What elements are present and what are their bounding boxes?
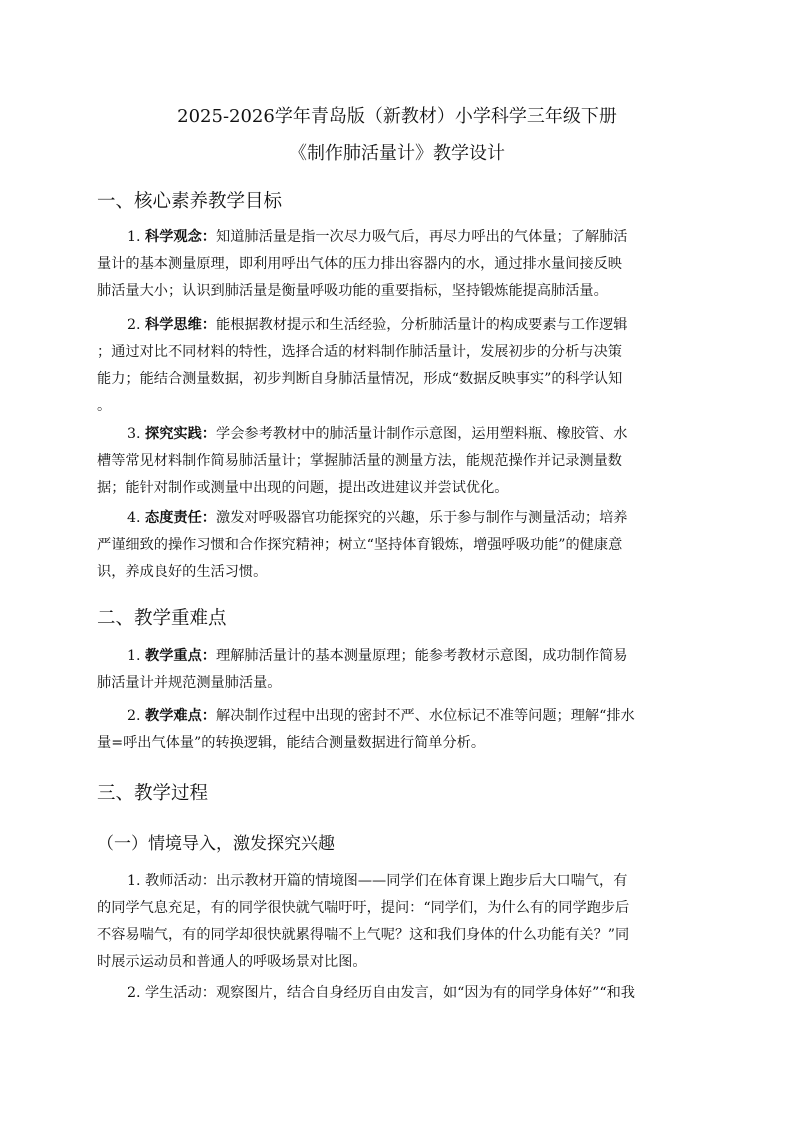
item-number: 2. [127, 708, 146, 724]
paragraph-line: 不容易喘气，有的同学却很快就累得喘不上气呢？这和我们身体的什么功能有关？”同 [97, 927, 630, 943]
key-point-item-1 [97, 643, 697, 697]
item-number: 4. [127, 510, 146, 526]
document-subtitle: 《制作肺活量计》教学设计 [289, 143, 505, 164]
paragraph-line: 据；能针对制作或测量中出现的问题，提出改进建议并尝试优化。 [97, 480, 509, 496]
item-label: 科学观念： [145, 229, 216, 245]
item-text: 知道肺活量是指一次尽力吸气后，再尽力呼出的气体量；了解肺活 [216, 229, 628, 245]
item-label: 教学难点： [145, 708, 216, 724]
paragraph-line: 。 [97, 398, 112, 414]
objective-item-2 [97, 312, 697, 420]
paragraph-line [97, 224, 697, 251]
paragraph-line: 时展示运动员和普通人的呼吸场景对比图。 [97, 954, 367, 970]
process-item-2 [97, 980, 697, 1007]
item-number: 1. [127, 648, 146, 664]
process-item-1 [97, 868, 697, 976]
item-label: 态度责任： [145, 510, 216, 526]
objective-item-1 [97, 224, 697, 305]
document-title: 2025-2026学年青岛版（新教材）小学科学三年级下册 [177, 106, 617, 127]
objective-item-4 [97, 505, 697, 586]
paragraph-line [97, 703, 697, 730]
objective-item-3 [97, 421, 697, 502]
paragraph-line: 量=呼出气体量”的转换逻辑，能结合测量数据进行简单分析。 [97, 735, 486, 751]
paragraph-line: 1. 教师活动：出示教材开篇的情境图——同学们在体育课上跑步后大口喘气，有 [127, 873, 628, 889]
item-text: 解决制作过程中出现的密封不严、水位标记不准等问题；理解“排水 [216, 708, 635, 724]
paragraph-line [97, 643, 697, 670]
paragraph-line: 2. 学生活动：观察图片，结合自身经历自由发言，如“因为有的同学身体好”“和我 [127, 985, 635, 1001]
item-text: 学会参考教材中的肺活量计制作示意图，运用塑料瓶、橡胶管、水 [216, 426, 628, 442]
item-text: 激发对呼吸器官功能探究的兴趣，乐于参与制作与测量活动；培养 [216, 510, 628, 526]
paragraph-line: 槽等常见材料制作简易肺活量计；掌握肺活量的测量方法，能规范操作并记录测量数 [97, 453, 622, 469]
item-label: 探究实践： [145, 426, 216, 442]
section-heading-key-points: 二、教学重难点 [97, 608, 227, 629]
paragraph-line: 的同学气息充足，有的同学很快就气喘吁吁，提问：“同学们，为什么有的同学跑步后 [97, 900, 630, 916]
item-number: 2. [127, 317, 146, 333]
paragraph-line: 能力；能结合测量数据，初步判断自身肺活量情况，形成“数据反映事实”的科学认知 [97, 371, 623, 387]
paragraph-line: 识，养成良好的生活习惯。 [97, 564, 268, 580]
section-heading-objectives: 一、核心素养教学目标 [97, 191, 283, 212]
subsection-heading-intro: （一）情境导入，激发探究兴趣 [97, 834, 335, 854]
paragraph-line [97, 312, 697, 339]
section-heading-process: 三、教学过程 [97, 783, 209, 804]
item-text: 能根据教材提示和生活经验，分析肺活量计的构成要素与工作逻辑 [216, 317, 628, 333]
paragraph-line [97, 421, 697, 448]
paragraph-line: 肺活量大小；认识到肺活量是衡量呼吸功能的重要指标，坚持锻炼能提高肺活量。 [97, 283, 608, 299]
paragraph-line: 量计的基本测量原理，即利用呼出气体的压力排出容器内的水，通过排水量间接反映 [97, 256, 622, 272]
paragraph-line: ；通过对比不同材料的特性，选择合适的材料制作肺活量计，发展初步的分析与决策 [97, 344, 622, 360]
item-label: 教学重点： [145, 648, 216, 664]
paragraph-line: 严谨细致的操作习惯和合作探究精神；树立“坚持体育锻炼，增强呼吸功能”的健康意 [97, 537, 623, 553]
item-number: 1. [127, 229, 146, 245]
key-point-item-2 [97, 703, 697, 757]
item-label: 科学思维： [145, 317, 216, 333]
item-number: 3. [127, 426, 146, 442]
item-text: 理解肺活量计的基本测量原理；能参考教材示意图，成功制作简易 [216, 648, 628, 664]
paragraph-line [97, 505, 697, 532]
paragraph-line: 肺活量计并规范测量肺活量。 [97, 675, 282, 691]
